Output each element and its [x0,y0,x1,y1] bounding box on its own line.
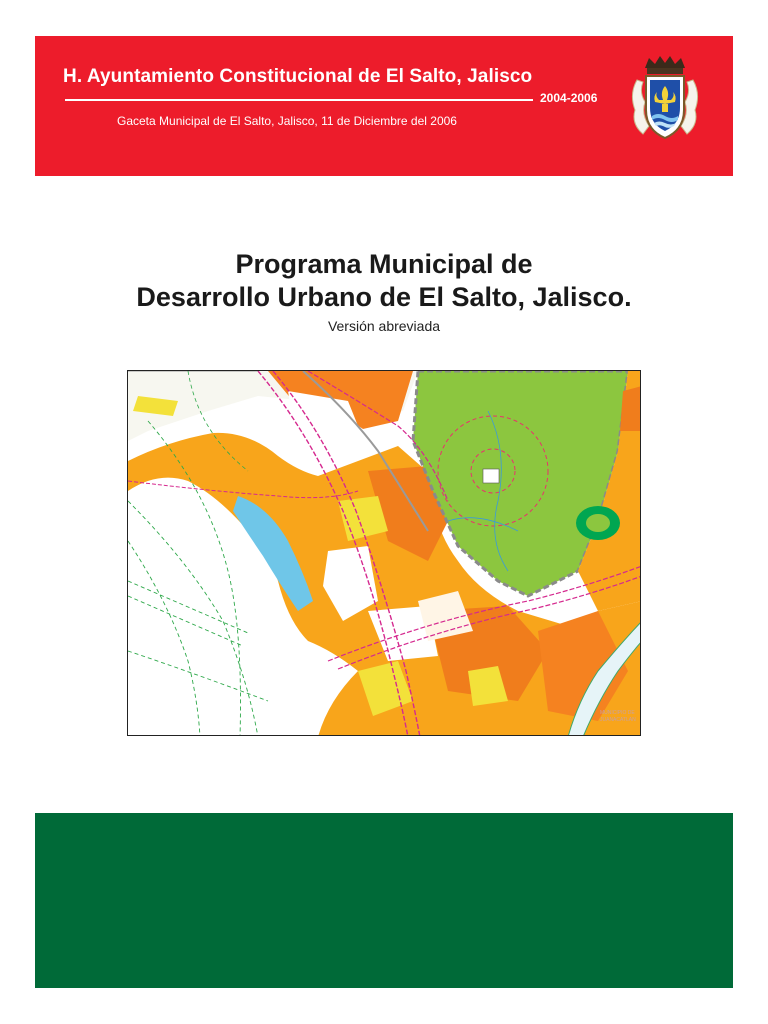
coat-of-arms-icon [629,54,701,142]
header-divider [65,99,533,101]
footer-band [35,813,733,988]
term-years: 2004-2006 [540,91,598,105]
document-title [0,248,768,314]
header-banner [35,36,733,176]
gazette-line: Gaceta Municipal de El Salto, Jalisco, 11 de Diciembre del 2006 [117,114,457,128]
urban-development-map [127,370,641,736]
document-title-line-2: Desarrollo Urbano de El Salto, Jalisco. [136,282,632,312]
document-subtitle: Versión abreviada [327,318,441,334]
municipality-label-line-2: JUANACATLAN [600,717,636,723]
document-title-line-1: Programa Municipal de [235,249,533,279]
municipality-label-line-1: MUNICIPIO DE [600,710,635,716]
institution-title: H. Ayuntamiento Constitucional de El Salto, Jalisco [63,66,533,87]
